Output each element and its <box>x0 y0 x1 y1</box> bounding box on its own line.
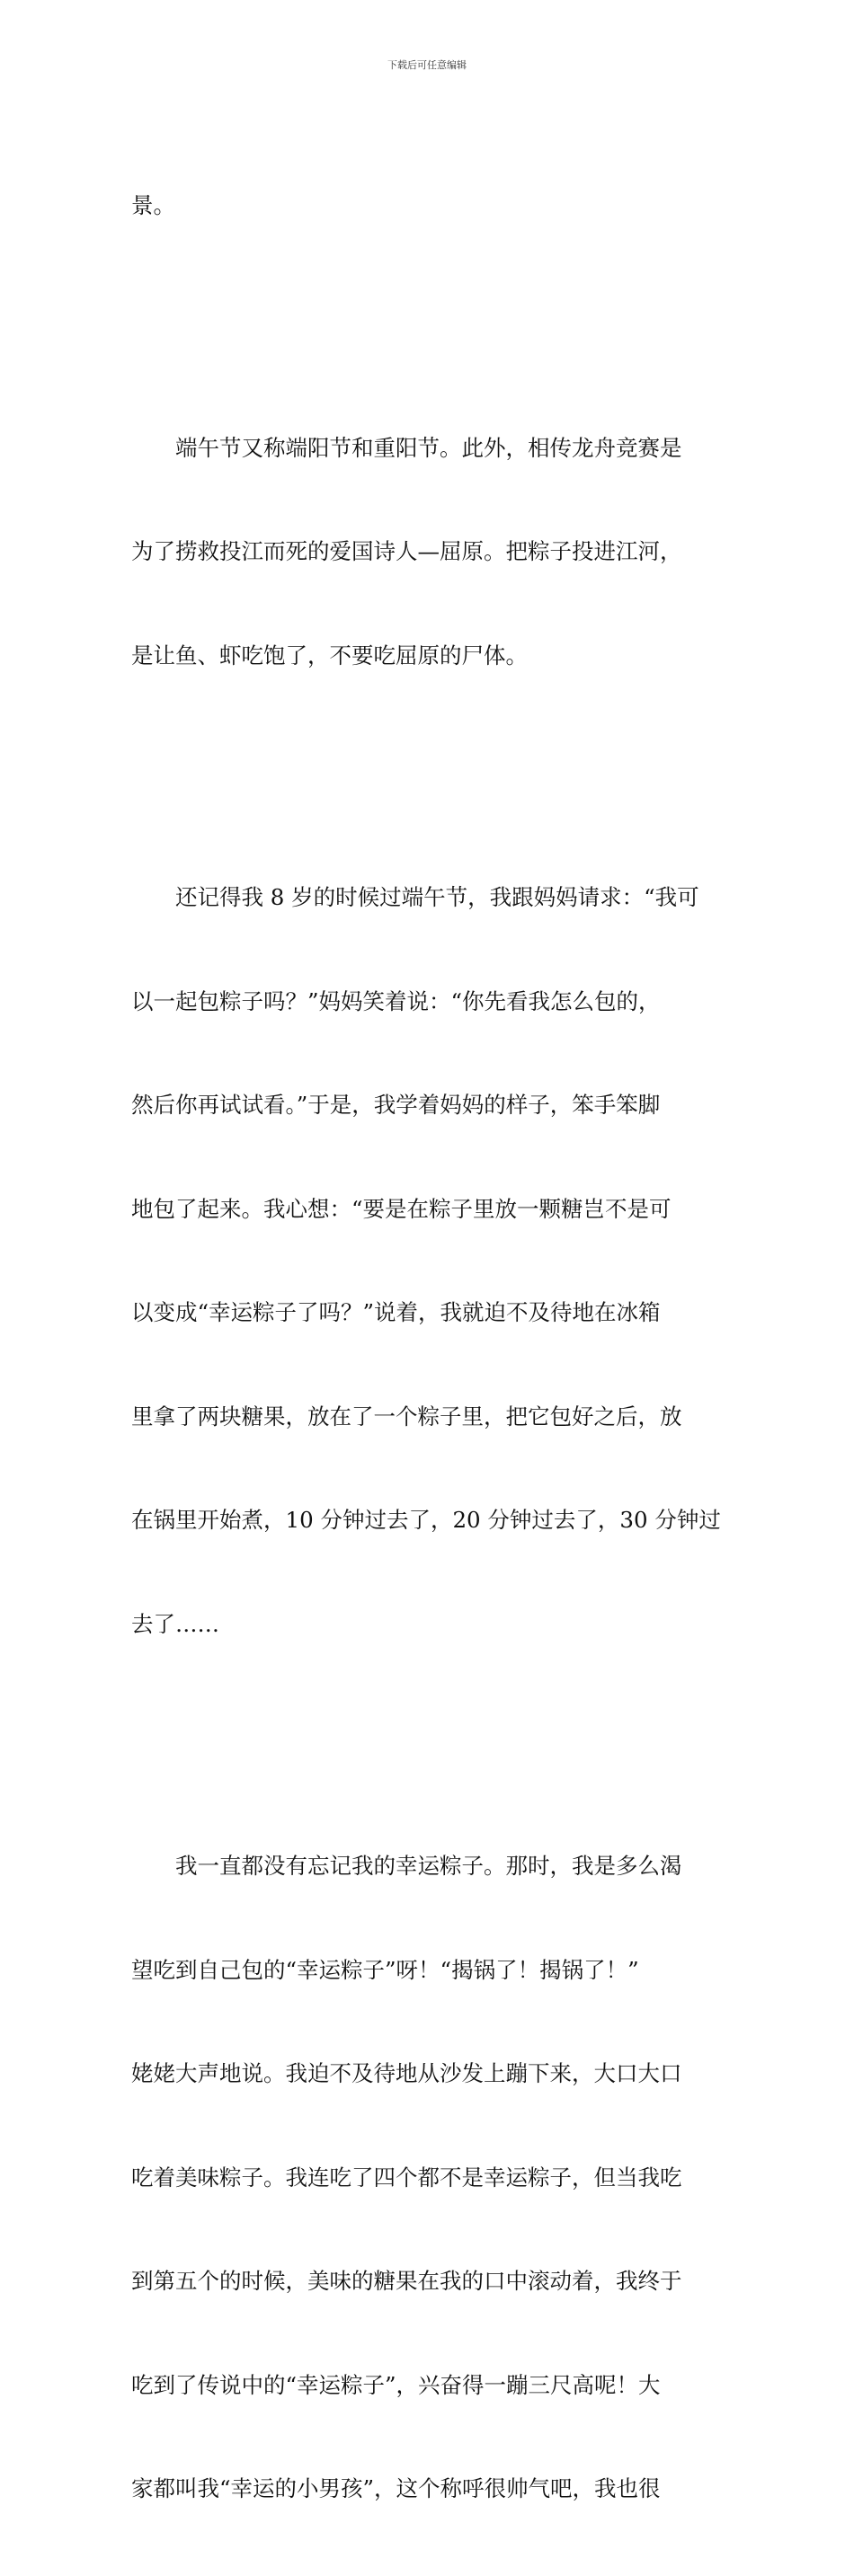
text-line: 以一起包粽子吗？”妈妈笑着说：“你先看我怎么包的， <box>131 987 661 1014</box>
text-line: 景。 <box>131 192 175 218</box>
text-line: 在锅里开始煮，10 分钟过去了，20 分钟过去了，30 分钟过 <box>131 1507 721 1533</box>
text-line: 望吃到自己包的“幸运粽子”呀！“揭锅了！揭锅了！” <box>131 1956 639 1983</box>
text-line: 吃着美味粽子。我连吃了四个都不是幸运粽子，但当我吃 <box>131 2164 682 2191</box>
paragraph-3 <box>131 811 726 1711</box>
text-line: 里拿了两块糖果，放在了一个粽子里，把它包好之后，放 <box>131 1403 682 1430</box>
text-line: 家都叫我“幸运的小男孩”，这个称呼很帅气吧，我也很 <box>131 2475 661 2501</box>
text-line: 去了…… <box>131 1610 219 1637</box>
paragraph-gap <box>131 742 726 811</box>
text-line: 是让鱼、虾吃饱了，不要吃屈原的尸体。 <box>131 642 528 668</box>
text-line: 我一直都没有忘记我的幸运粽子。那时，我是多么渴 <box>131 1853 682 1879</box>
paragraph-gap <box>131 1711 726 1780</box>
text-line: 端午节又称端阳节和重阳节。此外，相传龙舟竞赛是 <box>131 434 682 461</box>
paragraph-4 <box>131 1780 726 2576</box>
document-body <box>131 120 726 2576</box>
text-line: 然后你再试试看。”于是，我学着妈妈的样子，笨手笨脚 <box>131 1092 661 1118</box>
text-line: 吃到了传说中的“幸运粽子”，兴奋得一蹦三尺高呢！大 <box>131 2371 661 2398</box>
page-header: 下载后可任意编辑 <box>387 59 467 71</box>
text-line: 姥姥大声地说。我迫不及待地从沙发上蹦下来，大口大口 <box>131 2060 682 2086</box>
text-line: 为了捞救投江而死的爱国诗人—屈原。把粽子投进江河， <box>131 538 682 564</box>
paragraph-1 <box>131 120 726 293</box>
paragraph-gap <box>131 293 726 362</box>
text-line: 地包了起来。我心想：“要是在粽子里放一颗糖岂不是可 <box>131 1195 672 1222</box>
text-line: 还记得我 8 岁的时候过端午节，我跟妈妈请求：“我可 <box>131 884 699 910</box>
paragraph-2 <box>131 362 726 743</box>
text-line: 以变成“幸运粽子了吗？”说着，我就迫不及待地在冰箱 <box>131 1299 661 1325</box>
text-line: 到第五个的时候，美味的糖果在我的口中滚动着，我终于 <box>131 2268 682 2294</box>
